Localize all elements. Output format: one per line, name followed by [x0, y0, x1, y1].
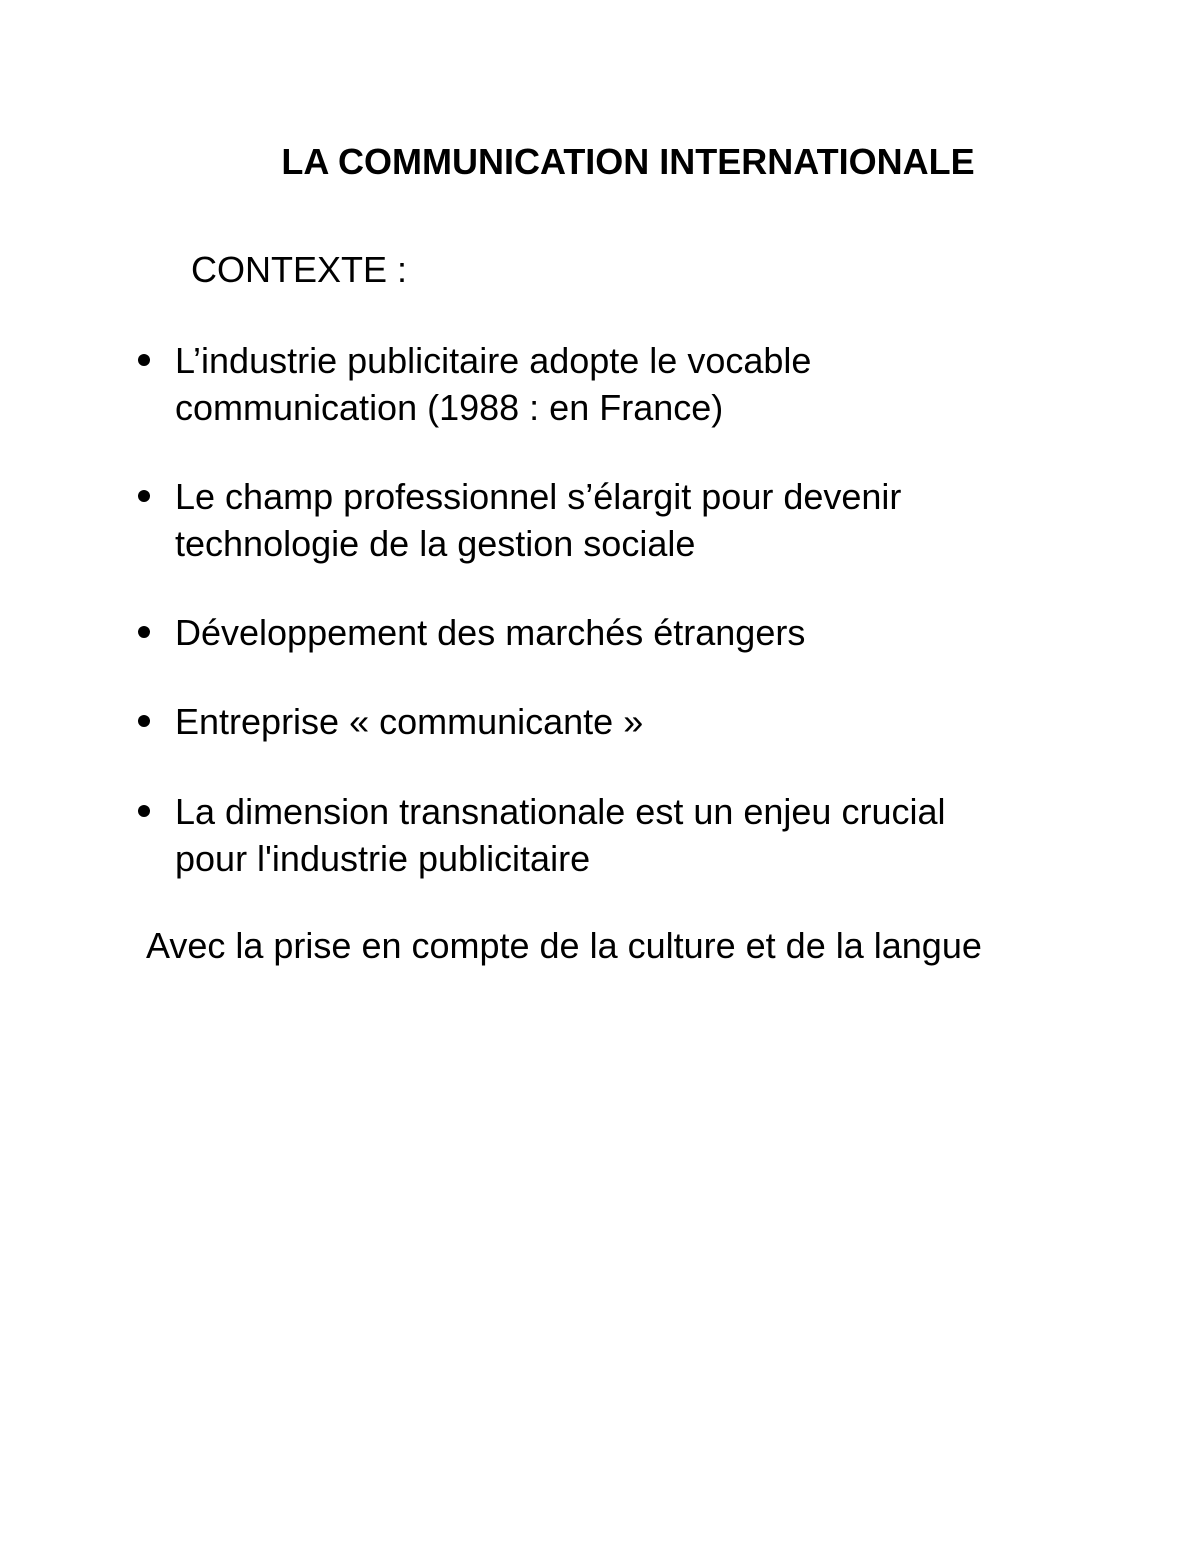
bullet-text [175, 473, 1105, 567]
bullet-text [175, 337, 1105, 431]
bullet-dot-icon [138, 354, 150, 366]
bullet-dot-icon [138, 490, 150, 502]
context-heading: CONTEXTE : [191, 249, 408, 290]
bullet-dot-icon [138, 626, 150, 638]
bullet-line: L’industrie publicitaire adopte le vocable [175, 340, 812, 381]
bullet-dot-icon [138, 715, 150, 727]
bullet-line: Entreprise « communicante » [175, 701, 644, 742]
bullet-line: technologie de la gestion sociale [175, 523, 696, 564]
bullet-dot-icon [138, 805, 150, 817]
bullet-text [175, 698, 1105, 745]
bullet-line: pour l'industrie publicitaire [175, 838, 591, 879]
bullet-line: communication (1988 : en France) [175, 387, 724, 428]
page-title [0, 140, 1200, 184]
bullet-line: La dimension transnationale est un enjeu crucial [175, 791, 946, 832]
bullet-text [175, 788, 1105, 882]
bullet-line: Développement des marchés étrangers [175, 612, 806, 653]
closing-note: Avec la prise en compte de la culture et de la langue [146, 925, 982, 966]
bullet-text [175, 609, 1105, 656]
page-title-text: LA COMMUNICATION INTERNATIONALE [281, 141, 975, 182]
bullet-line: Le champ professionnel s’élargit pour devenir [175, 476, 902, 517]
